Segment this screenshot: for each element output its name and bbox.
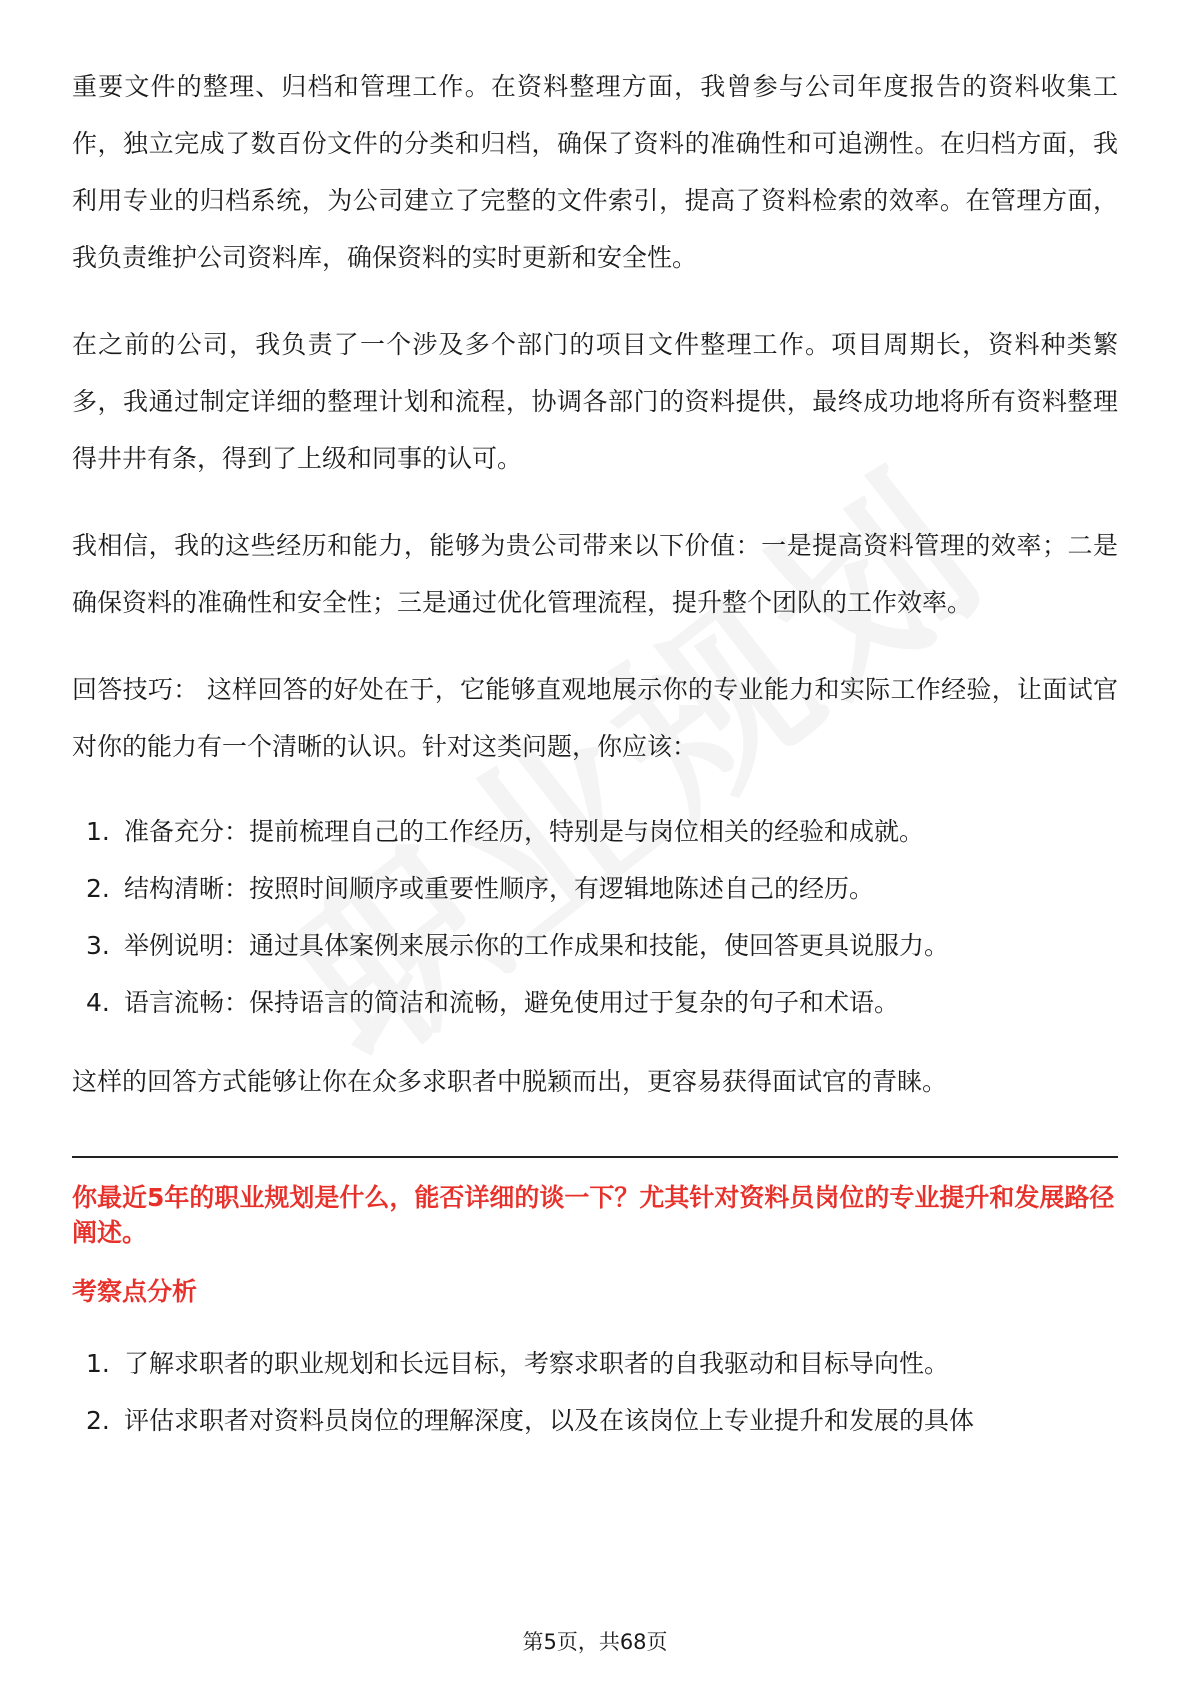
page-content: [72, 58, 1118, 1449]
list-number: 1.: [86, 817, 110, 846]
paragraph-closing: 这样的回答方式能够让你在众多求职者中脱颖而出，更容易获得面试官的青睐。: [72, 1067, 948, 1096]
list-text: 了解求职者的职业规划和长远目标，考察求职者的自我驱动和目标导向性。: [124, 1349, 950, 1378]
list-item: [72, 1392, 1118, 1449]
question-heading: 你最近5年的职业规划是什么，能否详细的谈一下？尤其针对资料员岗位的专业提升和发展路径阐述。: [72, 1183, 1115, 1247]
analysis-heading: 考察点分析: [72, 1277, 198, 1306]
list-item: [72, 803, 1118, 860]
analysis-list: [72, 1335, 1118, 1449]
list-item: [72, 860, 1118, 917]
list-text: 语言流畅：保持语言的简洁和流畅，避免使用过于复杂的句子和术语。: [124, 988, 900, 1017]
list-text: 举例说明：通过具体案例来展示你的工作成果和技能，使回答更具说服力。: [124, 931, 950, 960]
list-item: [72, 917, 1118, 974]
section-divider: [72, 1156, 1118, 1158]
paragraph-value: 我相信，我的这些经历和能力，能够为贵公司带来以下价值：一是提高资料管理的效率；二是确保资料的准确性和安全性；三是通过优化管理流程，提升整个团队的工作效率。: [72, 531, 1118, 617]
list-text: 评估求职者对资料员岗位的理解深度，以及在该岗位上专业提升和发展的具体: [124, 1406, 975, 1435]
paragraph-project-experience: 在之前的公司，我负责了一个涉及多个部门的项目文件整理工作。项目周期长，资料种类繁多，我通过制定详细的整理计划和流程，协调各部门的资料提供，最终成功地将所有资料整理得井井有条，得到了上级和同事的认可。: [72, 330, 1118, 473]
list-number: 4.: [86, 988, 110, 1017]
page-number: 第5页，共68页: [522, 1630, 668, 1654]
list-item: [72, 1335, 1118, 1392]
tips-list: [72, 803, 1118, 1031]
list-text: 准备充分：提前梳理自己的工作经历，特别是与岗位相关的经验和成就。: [124, 817, 925, 846]
paragraph-archiving-experience: 重要文件的整理、归档和管理工作。在资料整理方面，我曾参与公司年度报告的资料收集工作，独立完成了数百份文件的分类和归档，确保了资料的准确性和可追溯性。在归档方面，我利用专业的归档系统，为公司建立了完整的文件索引，提高了资料检索的效率。在管理方面，我负责维护公司资料库，确保资料的实时更新和安全性。: [72, 72, 1118, 272]
list-item: [72, 974, 1118, 1031]
list-number: 3.: [86, 931, 110, 960]
list-number: 2.: [86, 874, 110, 903]
list-number: 2.: [86, 1406, 110, 1435]
list-text: 结构清晰：按照时间顺序或重要性顺序，有逻辑地陈述自己的经历。: [124, 874, 875, 903]
list-number: 1.: [86, 1349, 110, 1378]
paragraph-answer-tips: 回答技巧： 这样回答的好处在于，它能够直观地展示你的专业能力和实际工作经验，让面试官对你的能力有一个清晰的认识。针对这类问题，你应该：: [72, 675, 1118, 761]
